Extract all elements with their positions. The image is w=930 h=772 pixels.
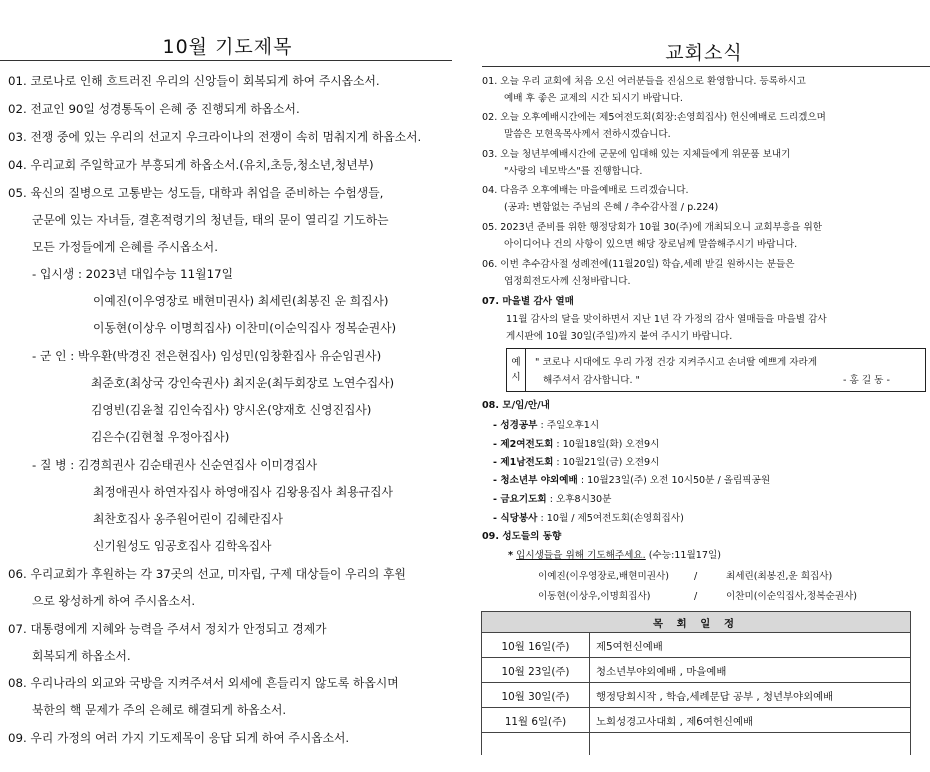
- prayer-line: 03. 전쟁 중에 있는 우리의 선교지 우크라이나의 전쟁이 속히 멈춰지게 하옵소서.: [8, 130, 422, 144]
- schedule-date: 10월 30일(주): [482, 683, 590, 708]
- prayer-line: 회복되게 하옵소서.: [32, 649, 131, 663]
- prayer-line: 모든 가정들에게 은혜를 주시옵소서.: [32, 240, 218, 254]
- schedule-event: 청소년부야외예배 , 마을예배: [590, 658, 911, 683]
- meeting-item: - 금요기도회 : 오후8시30분: [493, 494, 612, 505]
- student-separator: /: [694, 571, 698, 582]
- prayer-line: - 입시생 : 2023년 대입수능 11월17일: [32, 267, 233, 281]
- news-title: 교회소식: [665, 42, 743, 64]
- prayer-line: 최정애권사 하연자집사 하영애집사 김왕용집사 최용규집사: [93, 485, 393, 499]
- news-line: 05. 2023년 준비를 위한 행정당회가 10월 30(주)에 개최되오니 교회부흥을 위한: [482, 222, 822, 233]
- news-line: 예배 후 좋은 교제의 시간 되시기 바랍니다.: [504, 93, 683, 104]
- prayer-line: 이동현(이상우 이명희집사) 이찬미(이순익집사 정복순권사): [93, 321, 397, 335]
- meeting-item: - 제2여전도회 : 10월18일(화) 오전9시: [493, 439, 660, 450]
- table-row: [482, 633, 911, 658]
- prayer-line: 08. 우리나라의 외교와 국방을 지켜주셔서 외세에 흔들리지 않도록 하옵시며: [8, 676, 399, 690]
- example-signature: - 홍 길 동 -: [843, 375, 890, 386]
- news-line: 말씀은 모현욱목사께서 전하시겠습니다.: [504, 129, 671, 140]
- prayer-line: 김은수(김현철 우정아집사): [91, 430, 230, 444]
- news-line: 01. 오늘 우리 교회에 처음 오신 여러분들을 진심으로 환영합니다. 등록하시고: [482, 76, 806, 87]
- schedule-header: 목 회 일 정: [482, 612, 911, 633]
- news-line: 03. 오늘 청년부예배시간에 군문에 입대해 있는 지체들에게 위문품 보내기: [482, 149, 791, 160]
- news-line: 11월 감사의 달을 맞이하면서 지난 1년 각 가정의 감사 열매들을 마을별 감사: [506, 314, 827, 325]
- pastoral-schedule-table: [481, 611, 911, 755]
- table-row: [482, 733, 911, 756]
- news-line: 04. 다음주 오후예배는 마을예배로 드리겠습니다.: [482, 185, 689, 196]
- news-line: 게시판에 10월 30일(주일)까지 붙여 주시기 바랍니다.: [506, 331, 733, 342]
- title-divider: [482, 66, 930, 67]
- news-line: 06. 이번 추수감사절 성례전에(11월20일) 학습,세례 받길 원하시는 분들은: [482, 259, 795, 270]
- example-box: [506, 348, 926, 392]
- prayer-title: 10월 기도제목: [162, 36, 293, 58]
- prayer-line: 05. 육신의 질병으로 고통받는 성도들, 대학과 취업을 준비하는 수험생들,: [8, 186, 384, 200]
- table-row: [482, 683, 911, 708]
- prayer-line: 김영빈(김윤철 김인숙집사) 양시온(양재호 신영진집사): [91, 403, 372, 417]
- schedule-date: 10월 23일(주): [482, 658, 590, 683]
- news-heading: 07. 마을별 감사 열매: [482, 296, 574, 307]
- members-heading: 09. 성도들의 동향: [482, 531, 562, 542]
- exam-notice: * 입시생들을 위해 기도해주세요. (수능:11월17일): [508, 550, 722, 561]
- prayer-line: 07. 대통령에게 지혜와 능력을 주셔서 정치가 안정되고 경제가: [8, 622, 327, 636]
- meeting-item: - 성경공부 : 주일오후1시: [493, 420, 600, 431]
- prayer-line: 최찬호집사 옹주원어린이 김혜란집사: [93, 512, 283, 526]
- example-label-2: 시: [511, 372, 521, 383]
- news-line: 02. 오늘 오후예배시간에는 제5여전도회(회장:손영희집사) 헌신예배로 드리겠으며: [482, 112, 826, 123]
- schedule-date: 11월 6일(주): [482, 708, 590, 733]
- prayer-line: 06. 우리교회가 후원하는 각 37곳의 선교, 미자립, 구제 대상들이 우리의 후원: [8, 567, 406, 581]
- example-quote-line: 해주셔서 감사합니다. ": [543, 375, 640, 386]
- prayer-line: 최준호(최상국 강인숙권사) 최지운(최두회장로 노연수집사): [91, 376, 395, 390]
- prayer-line: 09. 우리 가정의 여러 가지 기도제목이 응답 되게 하여 주시옵소서.: [8, 731, 350, 745]
- student-item: 이예진(이우영장로,배현미권사): [538, 571, 670, 582]
- prayer-line: 신기원성도 임공호집사 김학옥집사: [93, 539, 272, 553]
- news-line: "사랑의 네모박스"를 진행합니다.: [504, 166, 643, 177]
- example-label-1: 예: [511, 357, 521, 368]
- prayer-line: 군문에 있는 자녀들, 결혼적령기의 청년들, 태의 문이 열리길 기도하는: [32, 213, 389, 227]
- example-label: [507, 349, 526, 391]
- meeting-item: - 제1남전도회 : 10월21일(금) 오전9시: [493, 457, 660, 468]
- prayer-line: 북한의 핵 문제가 주의 은혜로 해결되게 하옵소서.: [32, 703, 287, 717]
- schedule-event: 노회성경고사대회 , 제6여헌신예배: [590, 708, 911, 733]
- prayer-line: - 질 병 : 김경희권사 김순태권사 신순연집사 이미경집사: [32, 458, 318, 472]
- schedule-date: 10월 16일(주): [482, 633, 590, 658]
- title-divider: [0, 60, 452, 61]
- example-quote-line: " 코로나 시대에도 우리 가정 건강 지켜주시고 손녀딸 예쁘게 자라게: [535, 357, 818, 368]
- prayer-line: 02. 전교인 90일 성경통독이 은혜 중 진행되게 하옵소서.: [8, 102, 300, 116]
- news-line: 아이디어나 건의 사항이 있으면 해당 장로님께 말씀해주시기 바랍니다.: [504, 239, 798, 250]
- meeting-item: - 청소년부 야외예배 : 10월23일(주) 오전 10시50분 / 올림픽공원: [493, 475, 771, 486]
- student-item: 이찬미(이순익집사,정복순권사): [726, 591, 858, 602]
- meeting-item: - 식당봉사 : 10월 / 제5여전도회(손영희집사): [493, 513, 684, 524]
- table-row: [482, 708, 911, 733]
- student-item: 이동현(이상우,이명희집사): [538, 591, 651, 602]
- schedule-event: 제5여헌신예배: [590, 633, 911, 658]
- meetings-heading: 08. 모/임/안/내: [482, 400, 550, 411]
- news-line: (공과: 변함없는 주님의 은혜 / 추수감사절 / p.224): [504, 202, 719, 213]
- table-row: [482, 658, 911, 683]
- student-item: 최세린(최봉진,운 희집사): [726, 571, 833, 582]
- news-line: 엽정희전도사께 신청바랍니다.: [504, 276, 631, 287]
- schedule-event: 행정당회시작 , 학습,세례문답 공부 , 청년부야외예배: [590, 683, 911, 708]
- student-separator: /: [694, 591, 698, 602]
- prayer-line: 이예진(이우영장로 배현미권사) 최세린(최봉진 운 희집사): [93, 294, 389, 308]
- prayer-line: 01. 코로나로 인해 흐트러진 우리의 신앙들이 회복되게 하여 주시옵소서.: [8, 74, 380, 88]
- prayer-line: 04. 우리교회 주일학교가 부흥되게 하옵소서.(유치,초등,청소년,청년부): [8, 158, 374, 172]
- prayer-line: 으로 왕성하게 하여 주시옵소서.: [32, 594, 196, 608]
- prayer-line: - 군 인 : 박우환(박경진 전은현집사) 임성민(임창환집사 유순임권사): [32, 349, 382, 363]
